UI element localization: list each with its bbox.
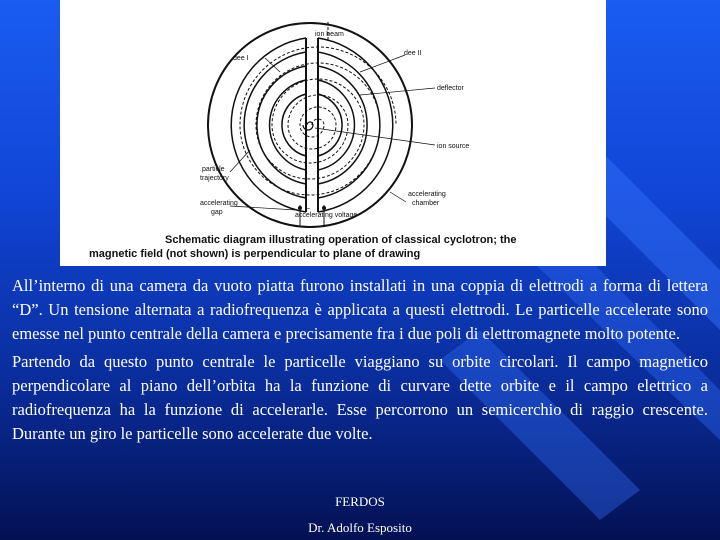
caption-line-1: Schematic diagram illustrating operation of classical cyclotron; the	[165, 234, 517, 246]
svg-text:~: ~	[306, 206, 311, 213]
label-gap: gap	[211, 209, 223, 216]
label-accelerating-voltage: accelerating voltage	[295, 212, 358, 219]
label-chamber-1: accelerating	[408, 191, 446, 198]
footer-title: FERDOS	[335, 494, 385, 509]
chamber-circle	[208, 23, 412, 227]
footer-author: Dr. Adolfo Esposito	[308, 520, 412, 535]
label-ion-source: ion source	[437, 143, 470, 150]
label-chamber-2: chamber	[412, 200, 440, 207]
cyclotron-diagram	[60, 0, 606, 266]
label-deflector: deflector	[437, 85, 464, 92]
body-text	[12, 274, 708, 450]
label-ion-beam: ion beam	[315, 31, 344, 38]
label-accelerating: accelerating	[200, 200, 238, 207]
label-dee-2: dee II	[404, 50, 422, 57]
paragraph-1: All’interno di una camera da vuoto piatta furono installati in una coppia di elettrodi a forma di lettera “D”. Un tensione alternata a radiofrequenza è applicata a questi elettrodi. Le particelle accelerate sono emesse nel punto centrale della camera e precisamente fra i due poli di elettromagnete molto potente.	[12, 276, 708, 343]
label-trajectory: trajectory	[200, 175, 229, 182]
caption-line-2: magnetic field (not shown) is perpendicular to plane of drawing	[89, 248, 421, 260]
paragraph-2: Partendo da questo punto centrale le particelle viaggiano su orbite circolari. Il campo magnetico perpendicolare al piano dell’orbita ha la funzione di curvare dette orbite e il campo elettrico a radiofrequenza ha la funzione di accelerarle. Esse percorrono un semicerchio di raggio crescente. Durante un giro le particelle sono accelerate due volte.	[12, 352, 708, 443]
label-particle: particle	[202, 166, 225, 173]
label-dee-1: dee I	[233, 55, 249, 62]
